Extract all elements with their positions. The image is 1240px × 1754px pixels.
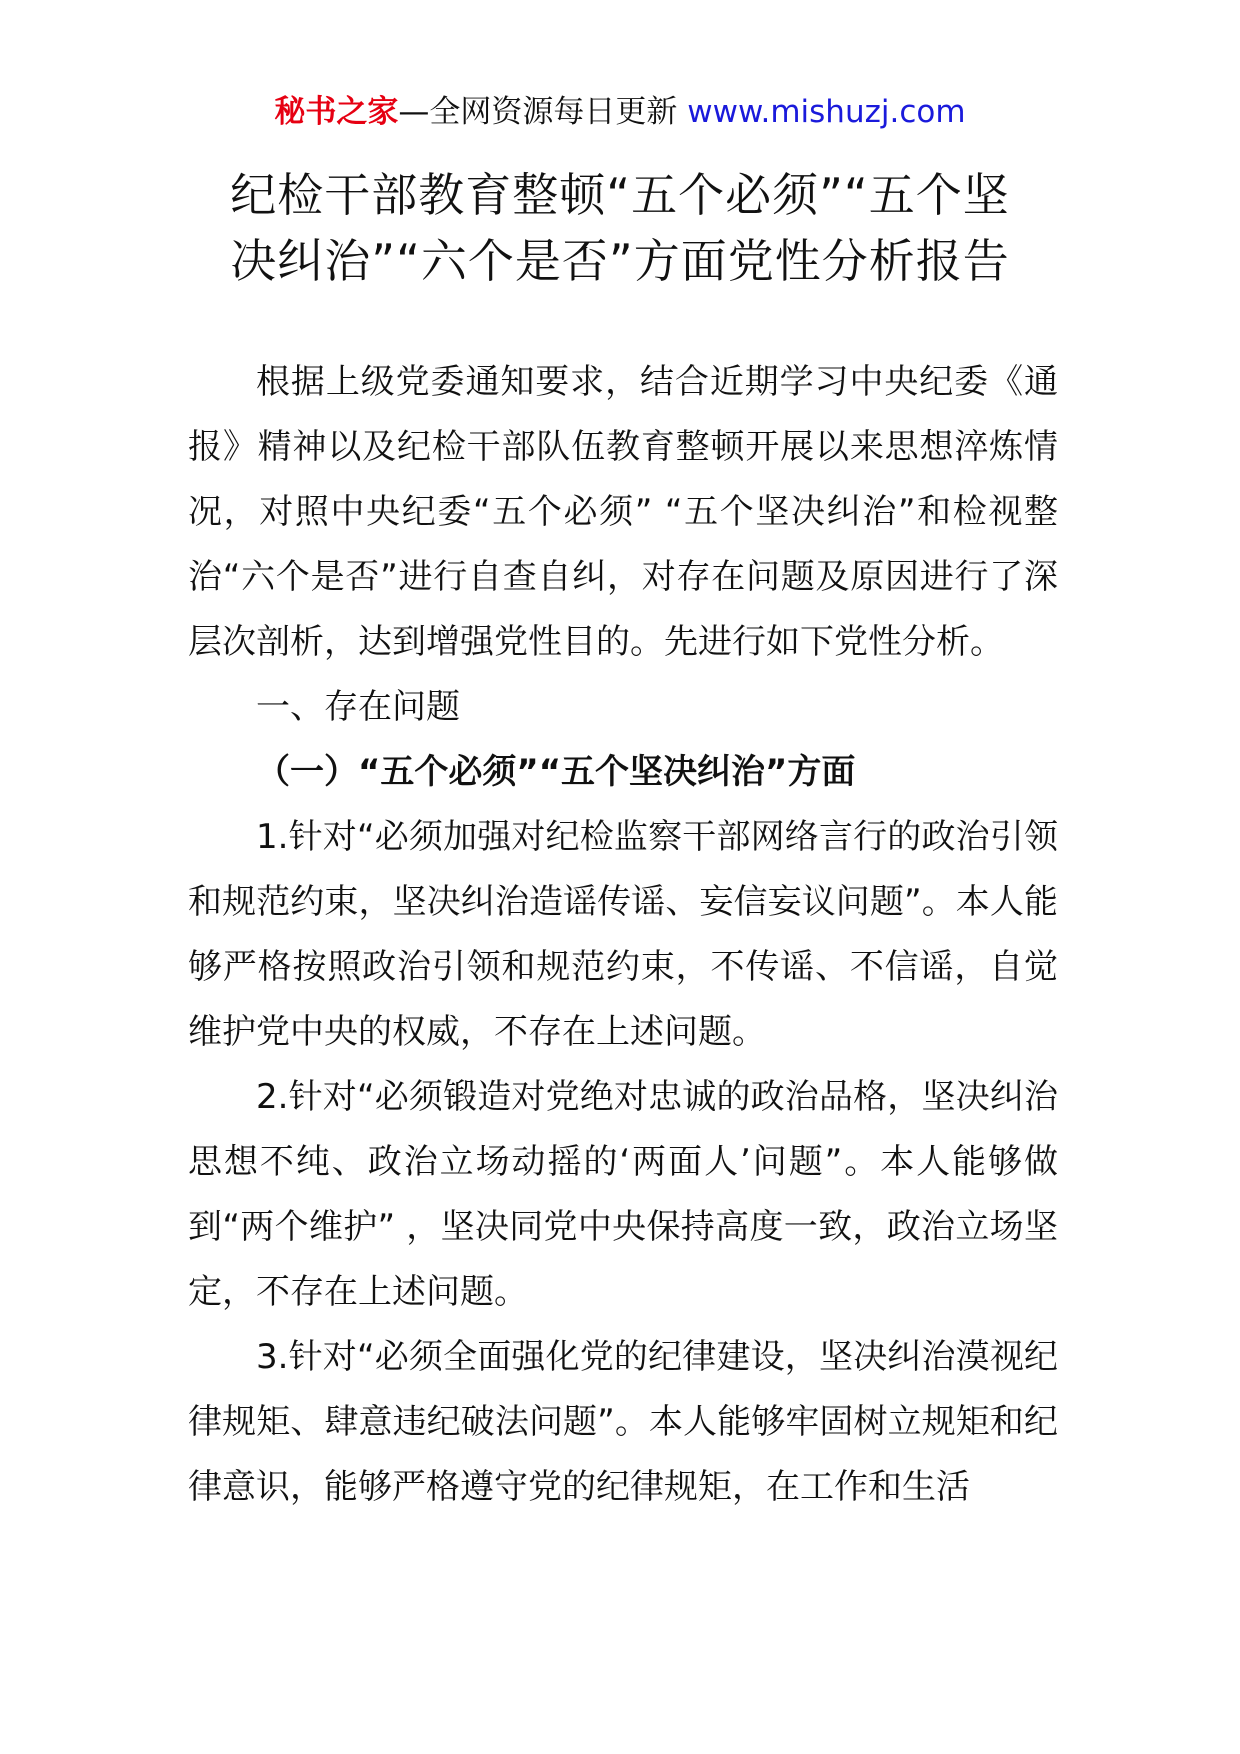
site-url-link[interactable]: www.mishuzj.com xyxy=(677,94,966,130)
item-paragraph-2: 2.针对“必须锻造对党绝对忠诚的政治品格，坚决纠治思想不纯、政治立场动摇的‘两面人’问题”。本人能够做到“两个维护” ，坚决同党中央保持高度一致，政治立场坚定，不存在上述问题。 xyxy=(188,1077,1058,1312)
item-paragraph-1: 1.针对“必须加强对纪检监察干部网络言行的政治引领和规范约束，坚决纠治造谣传谣、妄信妄议问题”。本人能够严格按照政治引领和规范约束，不传谣、不信谣，自觉维护党中央的权威，不存在上述问题。 xyxy=(188,817,1058,1052)
brand-name: 秘书之家 xyxy=(274,94,399,130)
title-line-1: 纪检干部教育整顿“五个必须”“五个坚 xyxy=(230,168,1010,222)
section-heading-problems: 一、存在问题 xyxy=(256,687,460,727)
document-body xyxy=(188,350,1058,1520)
intro-paragraph: 根据上级党委通知要求，结合近期学习中央纪委《通报》精神以及纪检干部队伍教育整顿开展以来思想淬炼情况，对照中央纪委“五个必须” “五个坚决纠治”和检视整治“六个是否”进行自查自纠，对存在问题及原因进行了深层次剖析，达到增强党性目的。先进行如下党性分析。 xyxy=(188,362,1058,662)
item-paragraph-3: 3.针对“必须全面强化党的纪律建设，坚决纠治漠视纪律规矩、肆意违纪破法问题”。本人能够牢固树立规矩和纪律意识，能够严格遵守党的纪律规矩，在工作和生活 xyxy=(188,1337,1058,1507)
document-title xyxy=(150,162,1090,294)
subsection-heading: （一）“五个必须”“五个坚决纠治”方面 xyxy=(256,752,856,792)
header-tagline: —全网资源每日更新 xyxy=(398,94,678,130)
site-header xyxy=(0,90,1240,134)
title-line-2: 决纠治”“六个是否”方面党性分析报告 xyxy=(230,234,1010,288)
